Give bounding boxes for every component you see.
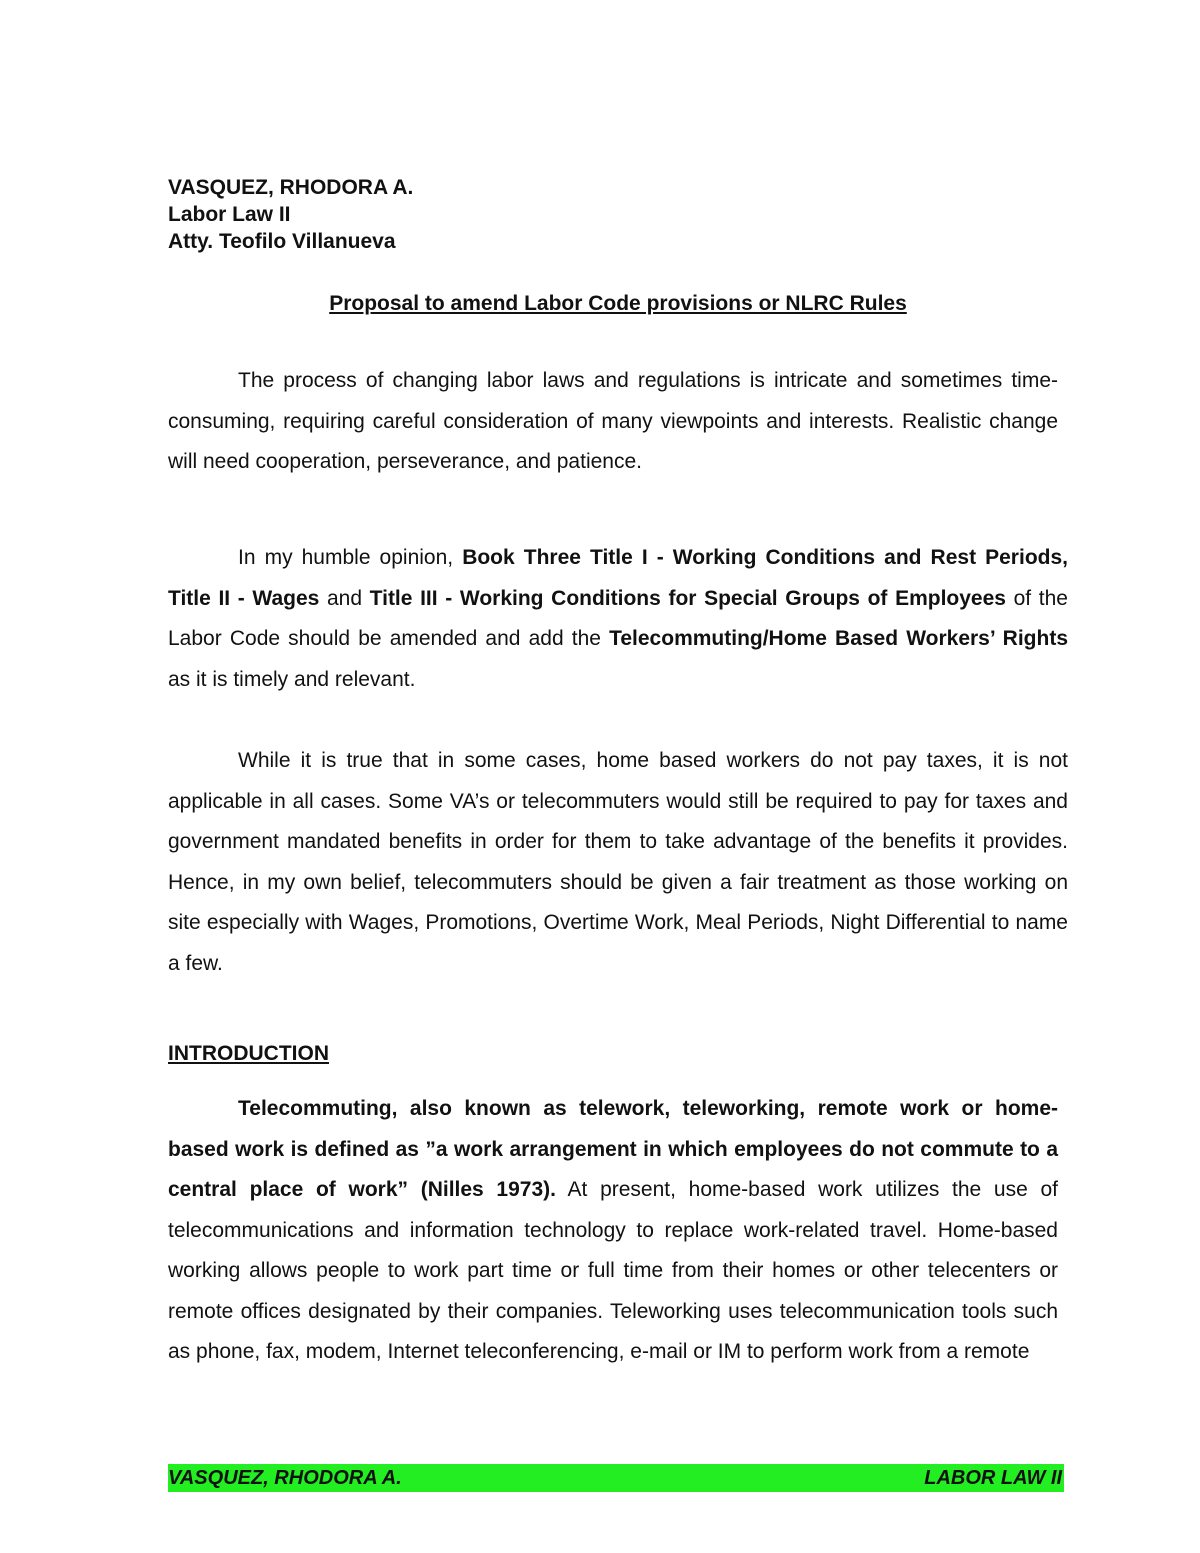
paragraph-2-bold-3: Telecommuting/Home Based Workers’ Rights <box>609 627 1068 650</box>
paragraph-2-text-4: as it is timely and relevant. <box>168 667 416 691</box>
author-name: VASQUEZ, RHODORA A. <box>168 176 414 199</box>
professor-name: Atty. Teofilo Villanueva <box>168 230 396 253</box>
paragraph-3-text: While it is true that in some cases, home based workers do not pay taxes, it is not applicable in all cases. Some VA’s or telecommuters would still be required to pay for taxes and government mandated benefits in order for them to take advantage of the benefits it provides. Hence, in my own belief, telecommuters should be given a fair treatment as those working on site especially with Wages, Promotions, Overtime Work, Meal Periods, Night Differential to name a few. <box>168 749 1068 975</box>
paragraph-2 <box>168 538 1068 700</box>
footer-course: LABOR LAW II <box>924 1467 1062 1489</box>
paragraph-4-bold: Telecommuting, also known as telework, teleworking, remote work or home-based work is defined as ”a work arrangement in which employees do not commute to a central place of work” (Nilles 1973). <box>168 1097 1058 1201</box>
paragraph-1 <box>168 361 1058 483</box>
footer-author: VASQUEZ, RHODORA A. <box>168 1467 402 1489</box>
page-footer <box>168 1464 1064 1492</box>
paragraph-1-text: The process of changing labor laws and regulations is intricate and sometimes time-consuming, requiring careful consideration of many viewpoints and interests. Realistic change will need cooperation, perseverance, and patience. <box>168 369 1058 473</box>
paragraph-2-text-2: and <box>319 586 370 610</box>
introduction-heading: INTRODUCTION <box>168 1042 329 1065</box>
paragraph-2-bold-2: Title III - Working Conditions for Special Groups of Employees <box>369 586 1006 610</box>
paragraph-2-text-3: of the Labor Code should be amended and add the <box>168 586 1068 650</box>
paragraph-2-bold-1: Book Three Title I - Working Conditions and Rest Periods, Title II - Wages <box>168 546 1068 610</box>
author-header <box>168 174 413 255</box>
paragraph-4-text: At present, home-based work utilizes the use of telecommunications and information technology to replace work-related travel. Home-based working allows people to work part time or full time from their homes or other telecenters or remote offices designated by their companies. Teleworking uses telecommunication tools such as phone, fax, modem, Internet teleconferencing, e-mail or IM to perform work from a remote <box>168 1178 1058 1363</box>
document-title: Proposal to amend Labor Code provisions or NLRC Rules <box>329 292 907 315</box>
paragraph-3 <box>168 741 1068 984</box>
paragraph-2-text-1: In my humble opinion, <box>238 546 463 569</box>
course-name: Labor Law II <box>168 203 291 226</box>
paragraph-4 <box>168 1089 1058 1373</box>
